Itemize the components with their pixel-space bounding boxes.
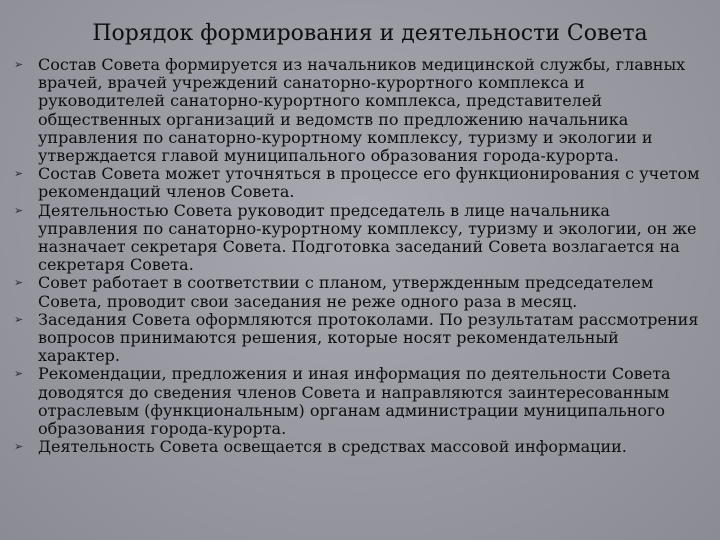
slide-title: Порядок формирования и деятельности Совета: [92, 21, 648, 46]
bullet-text: Состав Совета может уточняться в процессе его функционирования с учетом рекомендаций членов Совета.: [38, 164, 700, 202]
bullet-text: Заседания Совета оформляются протоколами. По результатам рассмотрения вопросов принимаются решения, которые носят рекомендательный характер.: [38, 309, 699, 366]
bullet-list: [14, 56, 704, 456]
arrow-bullet-icon: ➢: [14, 58, 24, 71]
arrow-bullet-icon: ➢: [14, 203, 24, 217]
bullet-item: [14, 202, 704, 275]
bullet-item: [14, 165, 704, 201]
bullet-text: Деятельность Совета освещается в средствах массовой информации.: [38, 437, 627, 457]
bullet-text: Деятельностью Совета руководит председатель в лице начальника управления по санаторно-курортному комплексу, туризму и экологии, он же назначает секретаря Совета. Подготовка заседаний Совета возлагается на секретаря Совета.: [38, 200, 697, 275]
bullet-item: [14, 274, 704, 310]
bullet-item: [14, 56, 704, 165]
bullet-item: [14, 365, 704, 438]
arrow-bullet-icon: ➢: [14, 276, 24, 290]
bullet-text: Состав Совета формируется из начальников медицинской службы, главных врачей, врачей учреждений санаторно-курортного комплекса и руководителей санаторно-курортного комплекса, представителей общественных организаций и ведомств по предложению начальника управления по санаторно-курортному комплексу, туризму и экологии и утверждается главой муниципального образования города-курорта.: [38, 55, 686, 166]
bullet-text: Совет работает в соответствии с планом, утвержденным председателем Совета, проводит свои заседания не реже одного раза в месяц.: [38, 273, 654, 311]
bullet-item: [14, 311, 704, 366]
arrow-bullet-icon: ➢: [14, 367, 24, 381]
arrow-bullet-icon: ➢: [14, 440, 24, 454]
arrow-bullet-icon: ➢: [14, 312, 24, 326]
bullet-text: Рекомендации, предложения и иная информация по деятельности Совета доводятся до сведения членов Совета и направляются заинтересованным отраслевым (функциональным) органам администрации муниципального образования города-курорта.: [38, 364, 671, 439]
arrow-bullet-icon: ➢: [14, 167, 24, 181]
bullet-item: [14, 438, 704, 456]
